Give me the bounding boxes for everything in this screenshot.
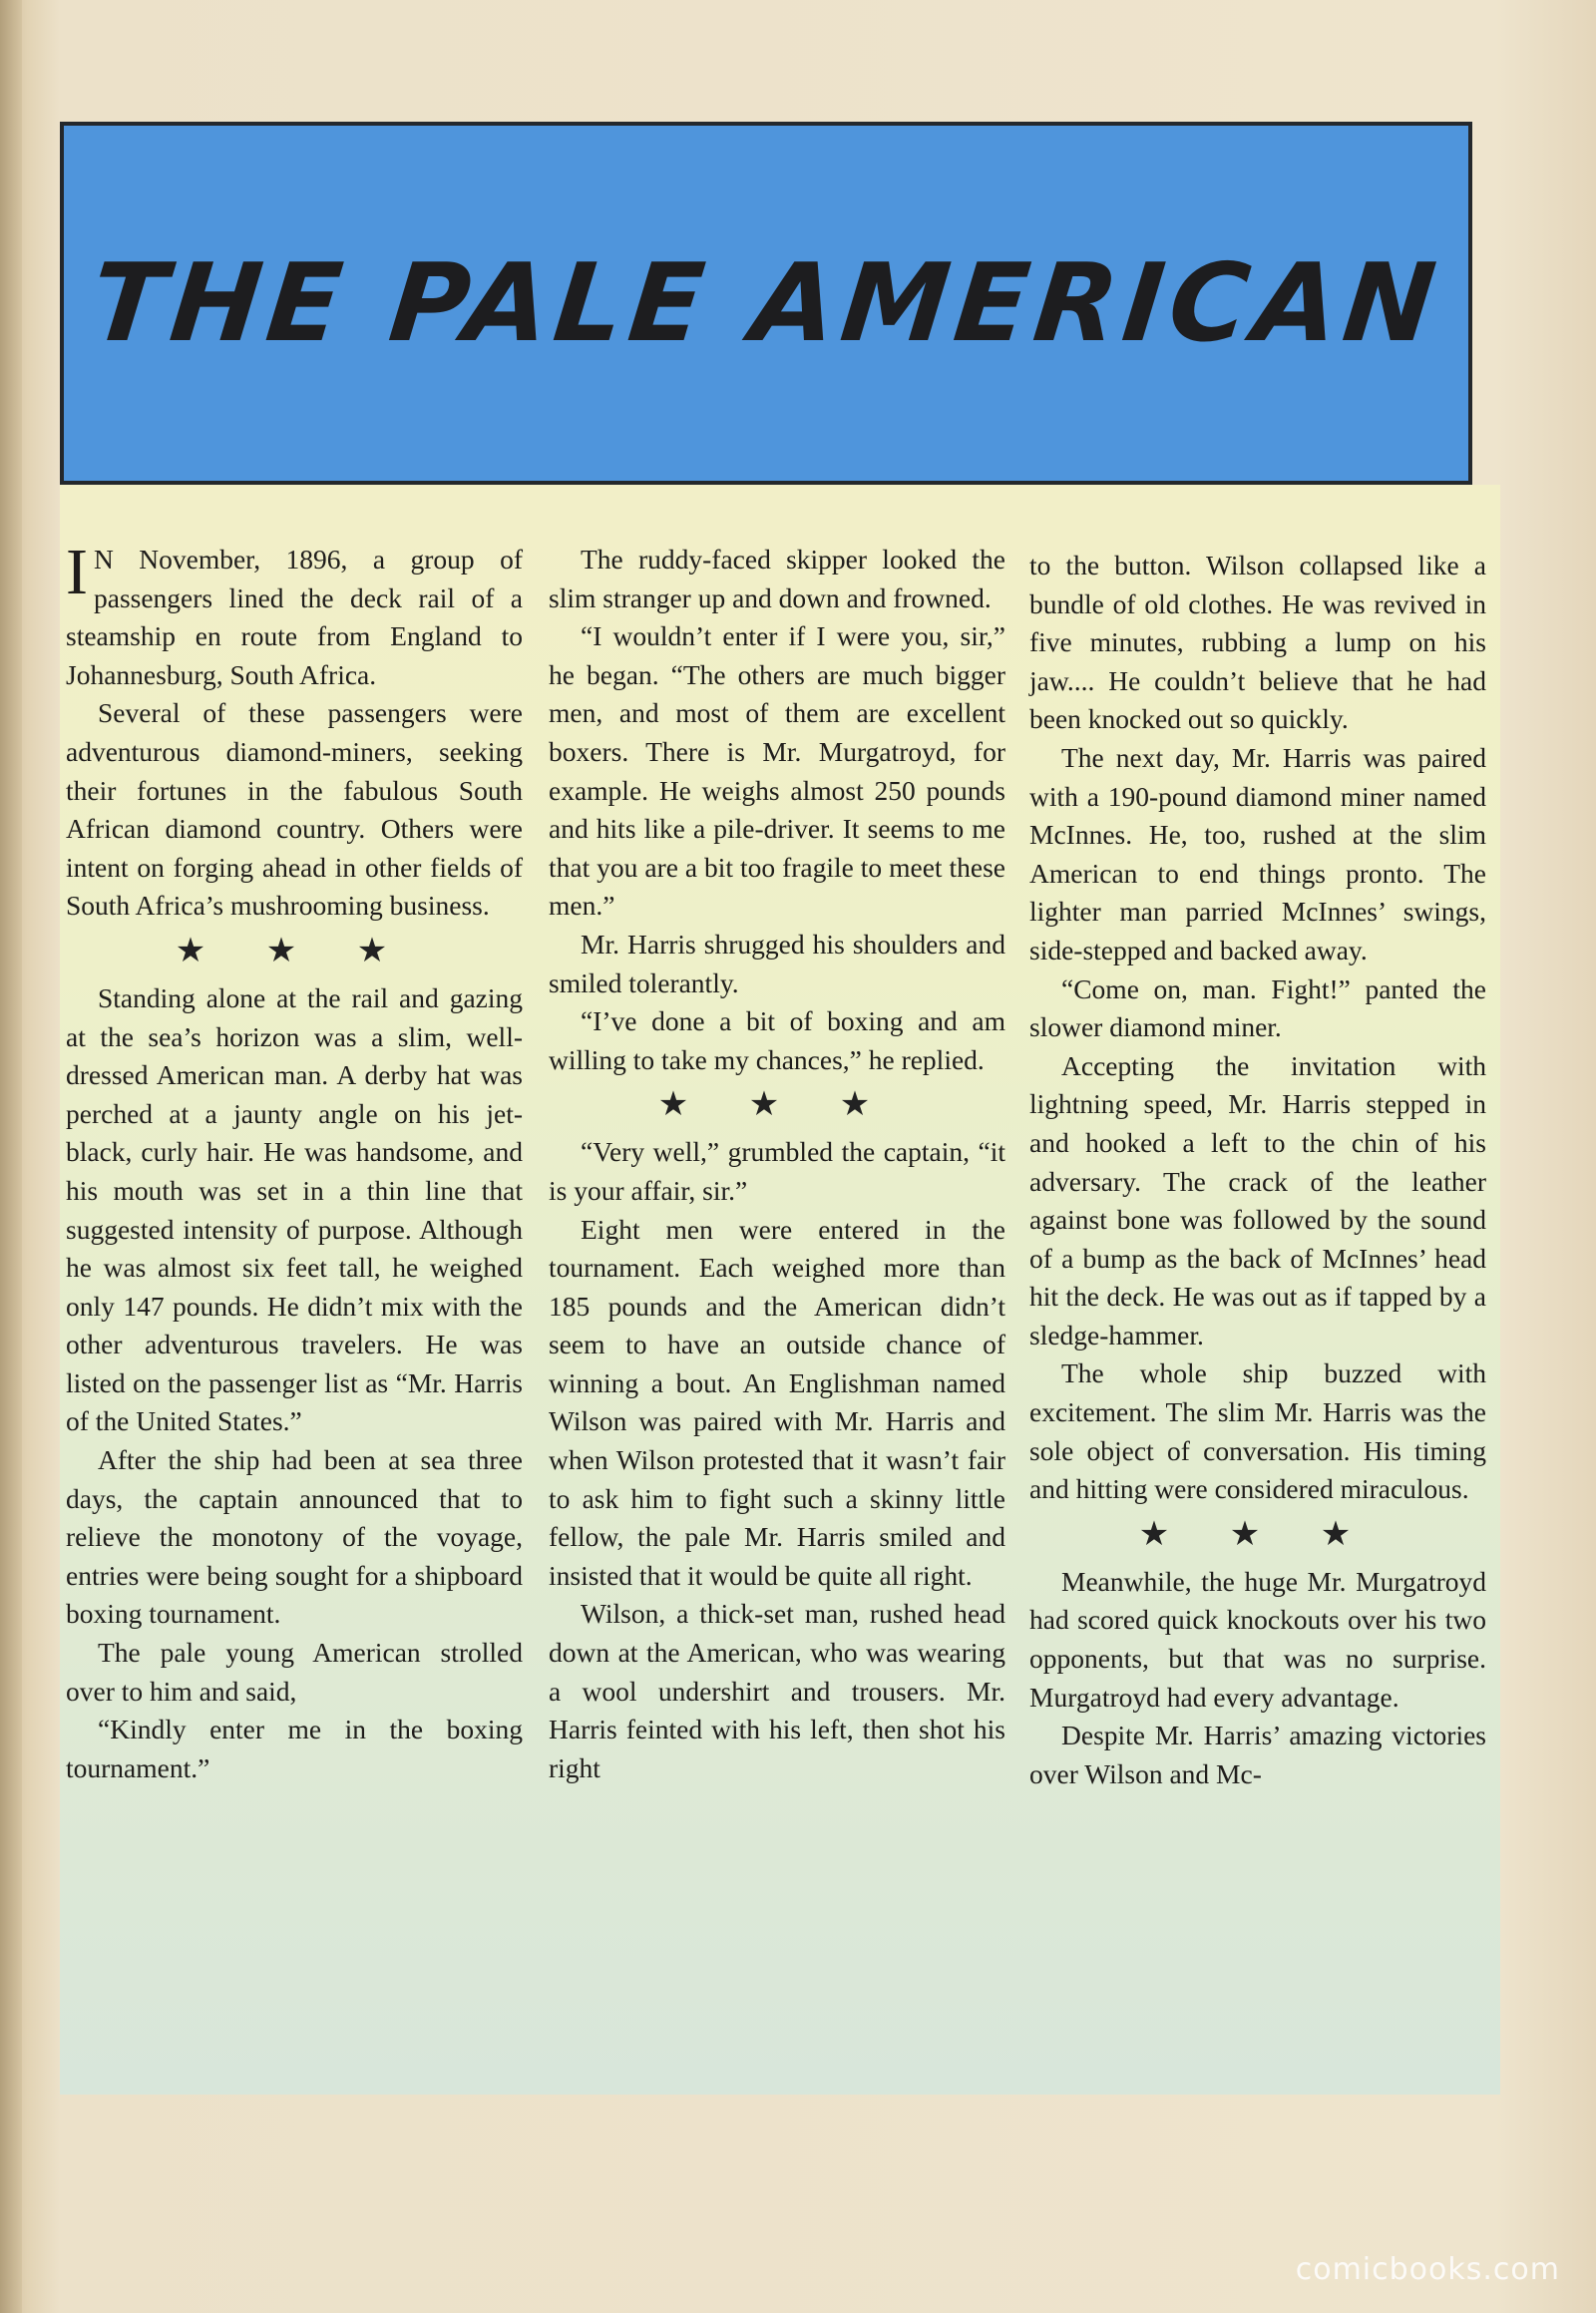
paragraph: Accepting the invitation with lightning speed, Mr. Harris stepped in and hooked a left to the chin of his adversary. The crack of the leather against bone was followed by the sound of a bump as the back of McInnes’ head hit the deck. He was out as if tapped by a sledge-hammer. xyxy=(1029,1049,1486,1350)
paragraph: Eight men were entered in the tournament. Each weighed more than 185 pounds and the American didn’t seem to have an outside chance of winning a bout. An Englishman named Wilson was paired with Mr. Harris and when Wilson protested that it wasn’t fair to ask him to fight such a skinny little fellow, the pale Mr. Harris smiled and insisted that it would be quite all right. xyxy=(549,1213,1005,1591)
paragraph: Mr. Harris shrugged his shoulders and smiled tolerantly. xyxy=(549,928,1005,998)
source-watermark: comicbooks.com xyxy=(1295,2252,1560,2287)
paragraph: “Very well,” grumbled the captain, “it is your affair, sir.” xyxy=(549,1136,1005,1206)
section-break-stars: ★ ★ ★ xyxy=(1138,1515,1378,1553)
paragraph: The next day, Mr. Harris was paired with a 190-pound diamond miner named McInnes. He, too, rushed at the slim American to end things pronto. The lighter man parried McInnes’ swings, side-stepped and backed away. xyxy=(1029,741,1486,965)
text-column-3 xyxy=(1029,547,1486,1793)
paragraph: Standing alone at the rail and gazing at the sea’s horizon was a slim, well-dressed American man. A derby hat was perched at a jaunty angle on his jet-black, curly hair. He was handsome, and his mouth was set in a thin line that suggested intensity of purpose. Although he was almost six feet tall, he weighed only 147 pounds. He didn’t mix with the other adventurous travelers. He was listed on the passenger list as “Mr. Harris of the United States.” xyxy=(66,981,523,1437)
text-column-1 xyxy=(66,536,523,1787)
paragraph: Wilson, a thick-set man, rushed head down at the American, who was wearing a wool undershirt and trousers. Mr. Harris feinted with his left, then shot his right xyxy=(549,1598,1005,1783)
paragraph: Meanwhile, the huge Mr. Murgatroyd had scored quick knockouts over his two opponents, but that was no surprise. Murgatroyd had every advantage. xyxy=(1029,1565,1486,1713)
page-spine xyxy=(0,0,22,2313)
title-banner xyxy=(60,122,1472,485)
paragraph: After the ship had been at sea three days, the captain announced that to relieve the monotony of the voyage, entries were being sought for a shipboard boxing tournament. xyxy=(66,1444,523,1630)
story-title: THE PALE AMERICAN xyxy=(85,240,1447,366)
paragraph-text: N November, 1896, a group of passengers lined the deck rail of a steamship en route from England to Johannesburg, South Africa. xyxy=(66,544,523,690)
section-break-stars: ★ ★ ★ xyxy=(657,1086,897,1124)
paragraph: “Kindly enter me in the boxing tournament.” xyxy=(66,1714,523,1783)
story-text-panel xyxy=(60,485,1500,2095)
paragraph: to the button. Wilson collapsed like a bundle of old clothes. He was revived in five minutes, rubbing a lump on his jaw.... He couldn’t believe that he had been knocked out so quickly. xyxy=(1029,550,1486,735)
paragraph: “I’ve done a bit of boxing and am willing to take my chances,” he replied. xyxy=(549,1005,1005,1075)
paragraph: The pale young American strolled over to him and said, xyxy=(66,1637,523,1707)
paragraph: The whole ship buzzed with excitement. The slim Mr. Harris was the sole object of conversation. His timing and hitting were considered miraculous. xyxy=(1029,1357,1486,1505)
paragraph: Despite Mr. Harris’ amazing victories over Wilson and Mc- xyxy=(1029,1720,1486,1789)
paragraph: The ruddy-faced skipper looked the slim stranger up and down and frowned. xyxy=(549,544,1005,613)
paragraph: “I wouldn’t enter if I were you, sir,” he began. “The others are much bigger men, and most of them are excellent boxers. There is Mr. Murgatroyd, for example. He weighs almost 250 pounds and hits like a pile-driver. It seems to me that you are a bit too fragile to meet these men.” xyxy=(549,620,1005,922)
paragraph: Several of these passengers were adventurous diamond-miners, seeking their fortunes in the fabulous South African diamond country. Others were intent on forging ahead in other fields of South Africa’s mushrooming business. xyxy=(66,697,523,922)
text-column-2 xyxy=(549,541,1005,1787)
drop-cap: I xyxy=(66,536,88,608)
section-break-stars: ★ ★ ★ xyxy=(175,932,414,969)
paragraph xyxy=(66,536,523,694)
paragraph: “Come on, man. Fight!” panted the slower diamond miner. xyxy=(1029,972,1486,1043)
